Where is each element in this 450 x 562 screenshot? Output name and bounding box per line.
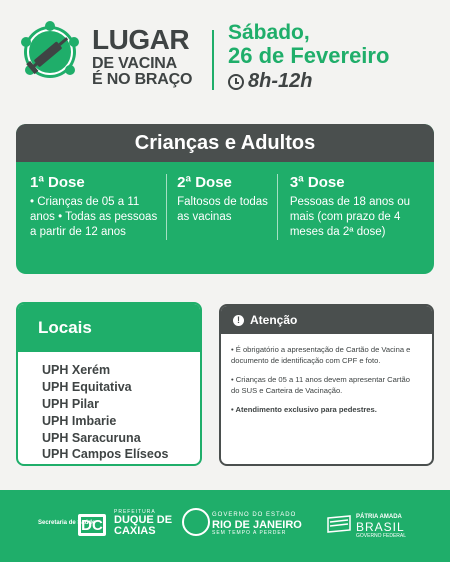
- event-day: Sábado,: [228, 21, 310, 44]
- attention-note: • É obrigatório a apresentação de Cartão de Vacina e documento de identificação com CPF e foto.: [231, 345, 411, 365]
- syringe-logo-icon: [18, 20, 82, 84]
- clock-icon: [228, 74, 244, 90]
- doses-card-title: Crianças e Adultos: [134, 131, 316, 154]
- duque-line-2: CAXIAS: [114, 525, 156, 537]
- prefeitura-label: PREFEITURA: [114, 509, 156, 515]
- rj-seal-icon: [182, 508, 210, 536]
- attention-title: Atenção: [250, 313, 298, 327]
- list-item: UPH Campos Elíseos: [42, 447, 169, 462]
- dose-column-3: [277, 174, 426, 240]
- attention-header: [221, 306, 432, 334]
- rj-line-2: RIO DE JANEIRO: [212, 518, 302, 531]
- event-time-text: 8h-12h: [248, 70, 313, 93]
- dose-3-text: Pessoas de 18 anos ou mais (com prazo de 4 meses da 2ª dose): [289, 196, 411, 238]
- dose-2-text: Faltosos de todas as vacinas: [177, 196, 268, 223]
- warning-icon: !: [233, 315, 244, 326]
- header-divider: [212, 30, 214, 90]
- br-line-2: BRASIL: [356, 519, 405, 534]
- locais-panel: [16, 302, 202, 466]
- list-item: UPH Saracuruna: [42, 430, 141, 445]
- event-date-text: 26 de Fevereiro: [228, 43, 390, 69]
- rj-line-3: SEM TEMPO A PERDER: [212, 529, 287, 536]
- list-item: UPH Imbarie: [42, 413, 117, 428]
- attention-note: • Atendimento exclusivo para pedestres.: [231, 405, 377, 414]
- attention-note: • Crianças de 05 a 11 anos devem apresentar Cartão do SUS e Carteira de Vacinação.: [231, 375, 410, 395]
- br-line-3: GOVERNO FEDERAL: [356, 532, 407, 539]
- doses-card: [16, 124, 434, 274]
- list-item: UPH Pilar: [42, 396, 99, 411]
- locais-list: [18, 352, 200, 463]
- dose-column-1: [30, 174, 166, 240]
- attention-panel: [219, 304, 434, 466]
- brand-title: [92, 26, 204, 88]
- duque-caxias-logo-icon: DC: [78, 514, 106, 536]
- list-item: UPH Xerém: [42, 363, 111, 377]
- locais-title: Locais: [38, 318, 92, 337]
- locais-header: [18, 304, 200, 352]
- dose-1-title: 1ª Dose: [30, 174, 85, 191]
- rj-line-1: GOVERNO DO ESTADO: [212, 512, 297, 518]
- dose-2-title: 2ª Dose: [177, 174, 232, 191]
- dose-1-text: • Crianças de 05 a 11 anos • Todas as pessoas a partir de 12 anos: [30, 196, 158, 238]
- brazil-flag-icon: [326, 514, 352, 534]
- br-line-1: PÁTRIA AMADA: [356, 514, 402, 520]
- list-item: UPH Equitativa: [42, 379, 132, 394]
- doses-card-header: [16, 124, 434, 162]
- brand-line-1: LUGAR: [92, 24, 190, 55]
- brasil-government-text: [356, 514, 406, 539]
- event-time: [228, 71, 389, 92]
- rj-government-text: [212, 512, 302, 536]
- dose-3-title: 3ª Dose: [289, 174, 345, 191]
- duque-caxias-text: [114, 510, 172, 537]
- brand-line-3: É NO BRAÇO: [92, 71, 193, 88]
- secretaria-label: Secretaria de Saúde: [38, 520, 96, 526]
- duque-line-1: DUQUE DE: [114, 514, 173, 526]
- dose-column-2: [166, 174, 277, 240]
- brand-line-2: DE VACINA: [92, 55, 178, 72]
- event-date: [228, 22, 389, 92]
